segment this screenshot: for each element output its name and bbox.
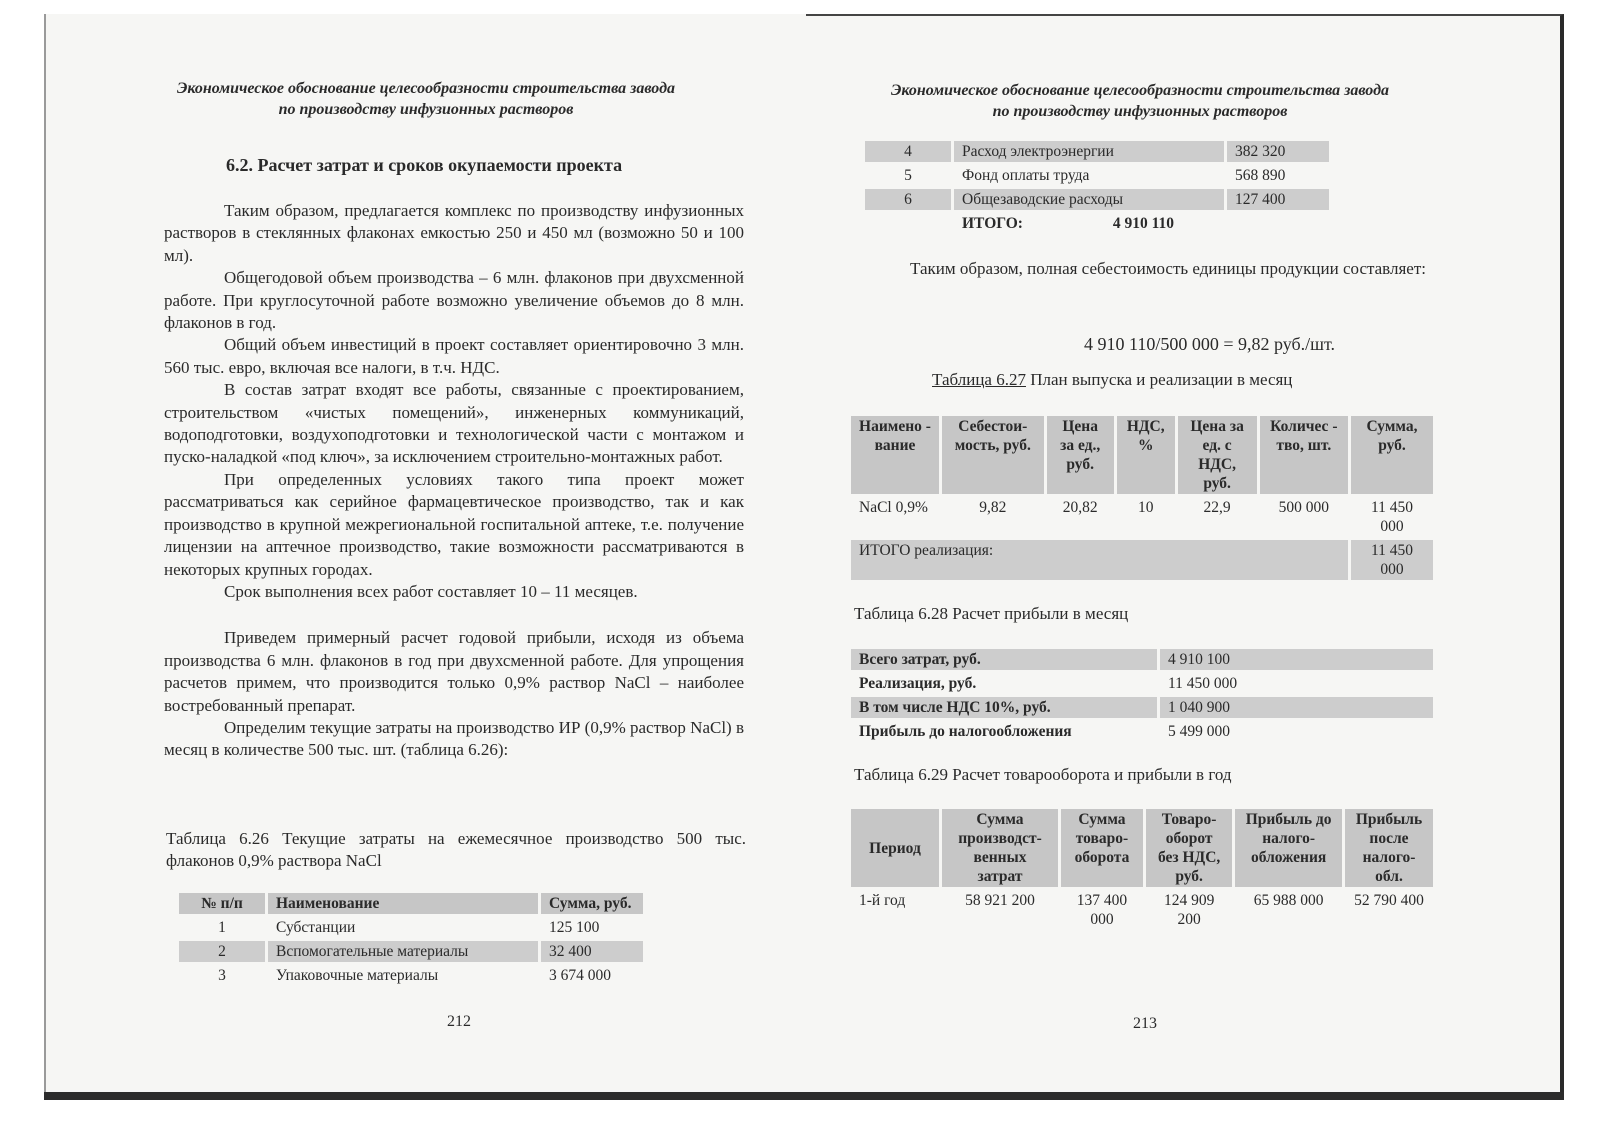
right-page xyxy=(806,14,1564,1094)
running-head-line-1: Экономическое обоснование целесообразности строительства завода xyxy=(890,82,1390,99)
table-header-cell: Цена за ед., руб. xyxy=(1047,416,1114,494)
table-6-29 xyxy=(848,806,1436,933)
table-6-28 xyxy=(848,646,1436,745)
table-header-cell: Количес - тво, шт. xyxy=(1260,416,1348,494)
table-cell: 11 450 000 xyxy=(1351,540,1433,580)
table-cell xyxy=(954,213,1224,234)
table-cell: 137 400 000 xyxy=(1076,892,1128,928)
left-page xyxy=(44,14,806,1094)
section-title: 6.2. Расчет затрат и сроков окупаемости проекта xyxy=(226,155,623,175)
table-header-cell: № п/п xyxy=(179,893,265,914)
table-number: Таблица 6.27 xyxy=(932,370,1026,389)
paragraph: При определенных условиях такого типа проект может рассматриваться как серийное фармацевтическое производство, так и как производство в крупной межрегиональной госпитальной аптеке, т.е. получение лицензии на аптечное производство, такие возможности рассматриваются в некоторых крупных городах. xyxy=(164,469,744,579)
table-cell: В том числе НДС 10%, руб. xyxy=(851,697,1157,718)
table-header-cell: Себестои- мость, руб. xyxy=(942,416,1044,494)
paragraph: Таким образом, предлагается комплекс по производству инфузионных растворов в стеклянных флаконах емкостью 250 и 450 мл (возможно 50 и 100 мл). xyxy=(164,201,744,265)
table-cell: 1 xyxy=(218,919,226,936)
table-header-cell: Сумма товаро- оборота xyxy=(1061,809,1143,887)
table-row xyxy=(865,165,1329,186)
table-cell: 32 400 xyxy=(541,941,643,962)
table-header-cell: Товаро- оборот без НДС, руб. xyxy=(1146,809,1232,887)
table-cell: 568 890 xyxy=(1235,167,1286,184)
table-cell: 5 499 000 xyxy=(1168,723,1230,740)
table-cell: 124 909 200 xyxy=(1163,892,1215,928)
table-cell: NaCl 0,9% xyxy=(859,499,928,516)
table-header-cell: Прибыль до налого- обложения xyxy=(1235,809,1342,887)
paragraph: Таким образом, полная себестоимость единицы продукции составляет: xyxy=(910,259,1426,278)
paragraph: Срок выполнения всех работ составляет 10 – 11 месяцев. xyxy=(224,581,638,601)
running-head xyxy=(850,80,1430,122)
table-row xyxy=(851,697,1433,718)
total-label: ИТОГО: xyxy=(962,215,1023,232)
table-cell: 127 400 xyxy=(1227,189,1329,210)
body-text xyxy=(164,200,744,762)
body-text xyxy=(850,258,1430,280)
table-cell: 10 xyxy=(1137,499,1154,516)
table-cell: 500 000 xyxy=(1278,499,1329,516)
table-cell: ИТОГО реализация: xyxy=(851,540,1348,580)
table-cell: Субстанции xyxy=(276,919,356,936)
table-cell: 4 xyxy=(865,141,951,162)
page-number: 212 xyxy=(447,1013,471,1030)
table-6-26-caption: Таблица 6.26 Текущие затраты на ежемесячное производство 500 тыс. флаконов 0,9% раствора NaCl xyxy=(166,829,746,870)
table-row xyxy=(179,941,643,962)
table-cell: Вспомогательные материалы xyxy=(268,941,538,962)
table-cell: 6 xyxy=(865,189,951,210)
table-cell: 22,9 xyxy=(1203,499,1231,516)
table-cell: 1 040 900 xyxy=(1160,697,1433,718)
table-cell: 3 xyxy=(218,967,226,984)
table-cell: Фонд оплаты труда xyxy=(962,167,1090,184)
table-cell: 11 450 000 xyxy=(1370,499,1414,535)
total-value: 4 910 110 xyxy=(1112,215,1174,232)
running-head-line-1: Экономическое обоснование целесообразности строительства завода xyxy=(176,80,676,97)
table-header-cell: Период xyxy=(851,809,939,887)
book-bottom-edge xyxy=(44,1092,1564,1100)
running-head-line-2: по производству инфузионных растворов xyxy=(992,103,1288,120)
table-cell: 52 790 400 xyxy=(1354,892,1424,909)
table-cell: 4 910 100 xyxy=(1160,649,1433,670)
running-head xyxy=(166,78,686,120)
table-cell: Прибыль до налогообложения xyxy=(859,723,1072,740)
table-header-cell: Цена за ед. с НДС, руб. xyxy=(1178,416,1257,494)
table-header-cell: Сумма, руб. xyxy=(1351,416,1433,494)
table-row xyxy=(851,649,1433,670)
table-cell: 125 100 xyxy=(549,919,600,936)
table-header-cell: Прибыль после налого- обл. xyxy=(1345,809,1433,887)
table-6-29-caption: Таблица 6.29 Расчет товарооборота и прибыли в год xyxy=(854,765,1232,784)
table-cell: Упаковочные материалы xyxy=(276,967,439,984)
table-cell: 65 988 000 xyxy=(1253,892,1324,909)
table-total-row xyxy=(851,540,1433,580)
table-cell: 3 674 000 xyxy=(549,967,611,984)
table-row xyxy=(851,497,1433,537)
table-header-cell: Наимено - вание xyxy=(851,416,939,494)
table-header-cell: Наименование xyxy=(268,893,538,914)
paragraph: Определим текущие затраты на производство ИР (0,9% раствор NaCl) в месяц в количестве 500 тыс. шт. (таблица 6.26): xyxy=(164,717,744,760)
table-row xyxy=(851,673,1433,694)
paragraph: В состав затрат входят все работы, связанные с проектированием, строительством «чистых помещений», инженерных коммуникаций, водоподготовки, воздухоподготовки и технологической части с монтажом и пуско-наладкой «под ключ», за исключением строительно-монтажных работ. xyxy=(164,380,744,467)
table-6-27-caption xyxy=(932,369,1292,391)
page-number: 213 xyxy=(1133,1015,1157,1032)
table-header-cell: Сумма, руб. xyxy=(541,893,643,914)
table-cell: 2 xyxy=(179,941,265,962)
paragraph: Общий объем инвестиций в проект составляет ориентировочно 3 млн. 560 тыс. евро, включая все налоги, в т.ч. НДС. xyxy=(164,335,744,377)
paragraph: Приведем примерный расчет годовой прибыли, исходя из объема производства 6 млн. флаконов в год при двухсменной работе. Для упрощения расчетов примем, что производится только 0,9% раствор NaCl – наиболее востребованный препарат. xyxy=(164,628,744,715)
table-row xyxy=(179,917,643,938)
table-row xyxy=(865,189,1329,210)
running-head-line-2: по производству инфузионных растворов xyxy=(278,101,574,118)
table-row xyxy=(865,141,1329,162)
table-row xyxy=(179,965,643,986)
table-cell: 1-й год xyxy=(859,892,906,909)
table-6-27 xyxy=(848,413,1436,583)
cost-formula: 4 910 110/500 000 = 9,82 руб./шт. xyxy=(1084,334,1336,354)
table-row xyxy=(851,721,1433,742)
table-6-26-continued xyxy=(862,138,1332,237)
table-cell: 20,82 xyxy=(1062,499,1098,516)
table-cell: Реализация, руб. xyxy=(859,675,977,692)
table-row xyxy=(851,890,1433,930)
table-cell: 382 320 xyxy=(1227,141,1329,162)
table-cell: 58 921 200 xyxy=(965,892,1035,909)
table-6-28-caption: Таблица 6.28 Расчет прибыли в месяц xyxy=(854,604,1129,623)
table-cell: 9,82 xyxy=(979,499,1007,516)
table-cell: Всего затрат, руб. xyxy=(851,649,1157,670)
table-total-row xyxy=(865,213,1329,234)
table-6-26 xyxy=(176,890,646,989)
table-header-cell: Сумма производст- венных затрат xyxy=(942,809,1058,887)
table-cell: 5 xyxy=(904,167,912,184)
table-header-cell: НДС, % xyxy=(1117,416,1175,494)
table-cell: 11 450 000 xyxy=(1168,675,1238,692)
table-cell: Общезаводские расходы xyxy=(954,189,1224,210)
paragraph: Общегодовой объем производства – 6 млн. флаконов при двухсменной работе. При круглосуточной работе возможно увеличение объемов до 8 млн. флаконов в год. xyxy=(164,268,744,333)
table-title: План выпуска и реализации в месяц xyxy=(1030,370,1293,389)
table-cell: Расход электроэнергии xyxy=(954,141,1224,162)
